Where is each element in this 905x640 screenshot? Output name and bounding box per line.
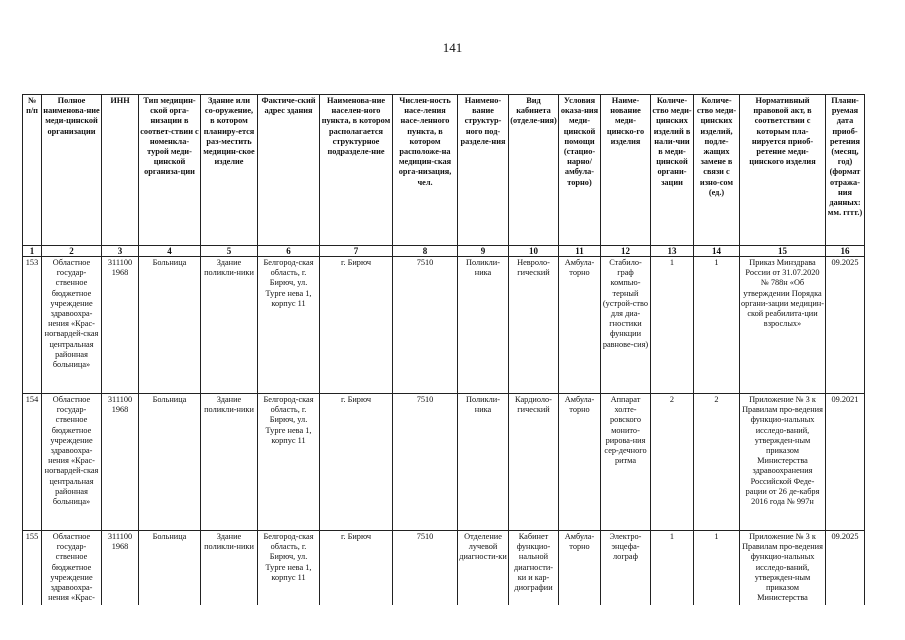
device-name: Аппарат холте-ровского монито-рирова-ния сер-дечного ритма — [601, 394, 651, 531]
column-number: 7 — [320, 246, 393, 257]
header-cell: Наимено-вание структур-ного под-разделе-ния — [458, 95, 509, 246]
table-row — [23, 531, 865, 606]
building: Здание поликли-ники — [201, 394, 258, 531]
organization-type: Больница — [139, 257, 201, 394]
column-number: 1 — [23, 246, 42, 257]
column-number-row — [23, 246, 865, 257]
care-conditions: Амбула-торно — [559, 394, 601, 531]
cabinet-type: Кабинет функцио-нальной диагности-ки и кар-диографии — [509, 531, 559, 606]
organization-type: Больница — [139, 531, 201, 606]
devices-to-replace: 2 — [694, 394, 740, 531]
organization-name: Областное государ-ственное бюджетное учреждение здравоохра-нения «Крас-ногвардей-ская центральная районная больница» — [42, 394, 102, 531]
organization-name: Областное государ-ственное бюджетное учреждение здравоохра-нения «Крас- — [42, 531, 102, 606]
address: Белгород-ская область, г. Бирюч, ул. Турге нева 1, корпус 11 — [258, 257, 320, 394]
column-number: 15 — [740, 246, 826, 257]
column-number: 4 — [139, 246, 201, 257]
header-cell: № п/п — [23, 95, 42, 246]
population: 7510 — [393, 257, 458, 394]
medical-equipment-table — [22, 94, 865, 605]
regulatory-act: Приложение № 3 к Правилам про-ведения функцио-нальных исследо-ваний, утвержден-ным приказом Министерства здравоохранения Российской Феде-рации от 26 де-кабря 2016 года № 997н — [740, 394, 826, 531]
building: Здание поликли-ники — [201, 257, 258, 394]
planned-date: 09.2021 — [826, 394, 865, 531]
population: 7510 — [393, 394, 458, 531]
care-conditions: Амбула-торно — [559, 531, 601, 606]
planned-date: 09.2025 — [826, 257, 865, 394]
devices-to-replace: 1 — [694, 531, 740, 606]
column-number: 6 — [258, 246, 320, 257]
device-name: Стабило-граф компью-терный (устрой-ство для диа-гностики функции равнове-сия) — [601, 257, 651, 394]
table-row — [23, 257, 865, 394]
column-number: 8 — [393, 246, 458, 257]
care-conditions: Амбула-торно — [559, 257, 601, 394]
devices-to-replace: 1 — [694, 257, 740, 394]
header-cell: Наименова-ние населен-ного пункта, в котором располагается структурное подразделе-ние — [320, 95, 393, 246]
devices-available: 2 — [651, 394, 694, 531]
organization-type: Больница — [139, 394, 201, 531]
address: Белгород-ская область, г. Бирюч, ул. Турге нева 1, корпус 11 — [258, 394, 320, 531]
devices-available: 1 — [651, 257, 694, 394]
cabinet-type: Невроло-гический — [509, 257, 559, 394]
device-name: Электро-энцефа-лограф — [601, 531, 651, 606]
address: Белгород-ская область, г. Бирюч, ул. Турге нева 1, корпус 11 — [258, 531, 320, 606]
header-cell: Вид кабинета (отделе-ния) — [509, 95, 559, 246]
column-number: 5 — [201, 246, 258, 257]
table-row — [23, 394, 865, 531]
column-number: 13 — [651, 246, 694, 257]
header-cell: Здание или со-оружение, в котором планиру-ется раз-местить медицин-ское изделие — [201, 95, 258, 246]
column-number: 16 — [826, 246, 865, 257]
header-cell: Нормативный правовой акт, в соответствии с которым пла-нируется приоб-ретение меди-цинского изделия — [740, 95, 826, 246]
organization-name: Областное государ-ственное бюджетное учреждение здравоохра-нения «Крас-ногвардей-ская центральная районная больница» — [42, 257, 102, 394]
population: 7510 — [393, 531, 458, 606]
column-number: 11 — [559, 246, 601, 257]
header-cell: Полное наименова-ние меди-цинской организации — [42, 95, 102, 246]
column-number: 12 — [601, 246, 651, 257]
column-number: 9 — [458, 246, 509, 257]
row-number: 155 — [23, 531, 42, 606]
header-cell: Условия оказа-ния меди-цинской помощи (стацио-нарно/ амбула-торно) — [559, 95, 601, 246]
header-cell: ИНН — [102, 95, 139, 246]
header-cell: Наиме-нование меди-цинско-го изделия — [601, 95, 651, 246]
row-number: 153 — [23, 257, 42, 394]
column-number: 10 — [509, 246, 559, 257]
header-cell: Плани-руемая дата приоб-ретения (месяц, год) (формат отража-ния данных: мм. гггг.) — [826, 95, 865, 246]
inn: 311100 1968 — [102, 531, 139, 606]
column-number: 3 — [102, 246, 139, 257]
settlement: г. Бирюч — [320, 394, 393, 531]
subdivision: Поликли-ника — [458, 394, 509, 531]
column-number: 14 — [694, 246, 740, 257]
subdivision: Отделение лучевой диагности-ки — [458, 531, 509, 606]
header-cell: Количе-ство меди-цинских изделий в нали-чии в меди-цинской органи-зации — [651, 95, 694, 246]
planned-date: 09.2025 — [826, 531, 865, 606]
regulatory-act: Приложение № 3 к Правилам про-ведения функцио-нальных исследо-ваний, утвержден-ным приказом Министерства — [740, 531, 826, 606]
row-number: 154 — [23, 394, 42, 531]
settlement: г. Бирюч — [320, 531, 393, 606]
page-number: 141 — [442, 40, 463, 55]
inn: 311100 1968 — [102, 257, 139, 394]
settlement: г. Бирюч — [320, 257, 393, 394]
devices-available: 1 — [651, 531, 694, 606]
header-cell: Количе-ство меди-цинских изделий, подле-жащих замене в связи с изно-сом (ед.) — [694, 95, 740, 246]
header-row — [23, 95, 865, 246]
header-cell: Тип медицин-ской орга-низации в соответ-ствии с номенкла-турой меди-цинской организа-ции — [139, 95, 201, 246]
header-cell: Числен-ность насе-ления насе-ленного пункта, в котором расположе-на медицин-ская орга-низация, чел. — [393, 95, 458, 246]
inn: 311100 1968 — [102, 394, 139, 531]
cabinet-type: Кардиоло-гический — [509, 394, 559, 531]
regulatory-act: Приказ Минздрава России от 31.07.2020 № 788н «Об утверждении Порядка органи-зации медицин-ской реабилита-ции взрослых» — [740, 257, 826, 394]
building: Здание поликли-ники — [201, 531, 258, 606]
header-cell: Фактиче-ский адрес здания — [258, 95, 320, 246]
subdivision: Поликли-ника — [458, 257, 509, 394]
column-number: 2 — [42, 246, 102, 257]
